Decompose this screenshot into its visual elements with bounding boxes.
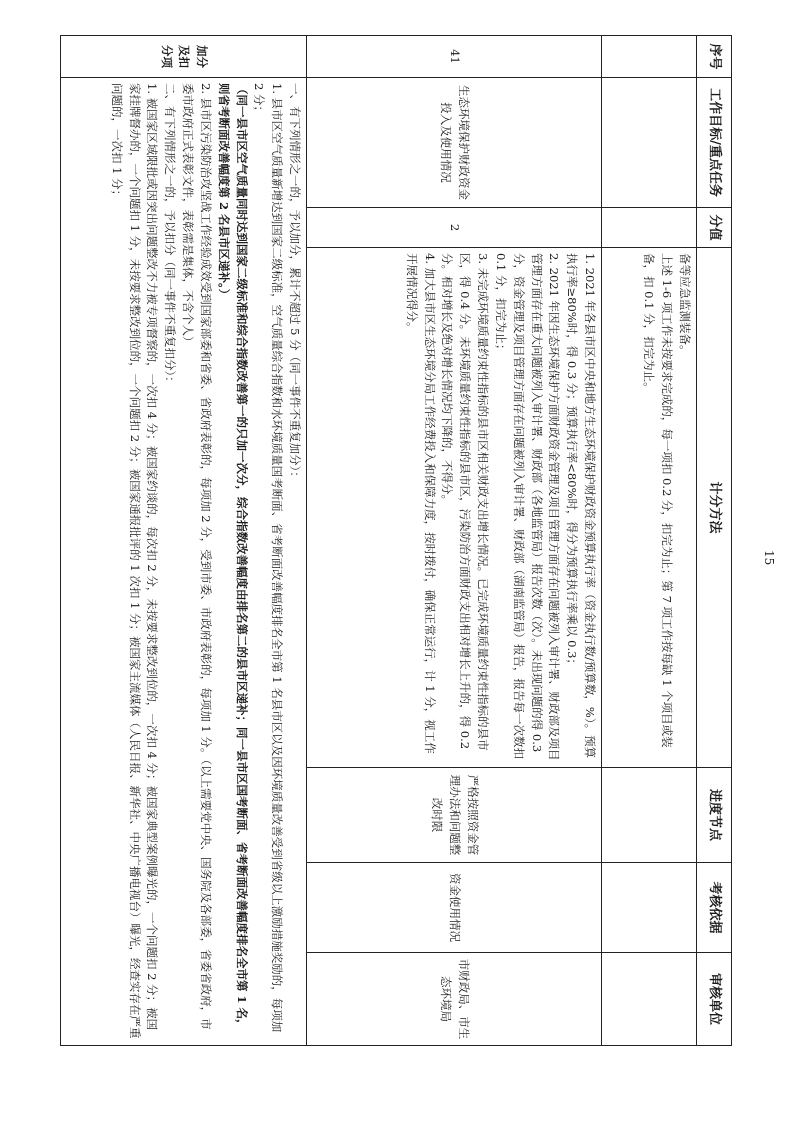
header-row: [697, 36, 732, 1046]
prev-row-line: 备等应急监测装备。: [678, 253, 692, 357]
method-line: 1. 2021 年各县市区中央和地方生态环境保护财政资金预算执行率（资金执行数/预算数，%）。预算执行率≥80%时，得 0.3 分；预算执行率<80%时，得分为预算执行率乘以 0.3；: [565, 253, 597, 759]
bonus-side-label: 加分及扣分项: [61, 36, 307, 78]
prev-row: [602, 36, 697, 1046]
row-score: 2: [307, 208, 602, 248]
prev-row-line: 上述 1-6 项工作未按要求完成的，每一项扣 0.2 分，扣完为止；第 7 项工作按每缺 1 个项目或装备，扣 0.1 分，扣完为止。: [642, 253, 675, 748]
method-line: 4. 加大县市区生态环境分局工作经费投入和保障力度，按时拨付，确保正常运行，计 1 分，视工作开展情况得分。: [404, 253, 437, 754]
method-line: 3. 未完成环境质量约束性指标的县市区相关财政支出增长情况。已完成环境质量约束性指标的县市区，得 0.4 分。未环境质量约束性指标的县市区，污染防治方面财政支出相对增长上升的，得 0.2 分。相对增长及绝对增长情况均下降的，不得分。: [440, 253, 491, 751]
bonus-line-bold: （同一县市区空气质量同时达到国家二级标准和综合指数改善第一的只加一次分，综合指数改善幅度由排名第二的县市区递补；同一县市区国考断面、省考断面改善幅度排名全市第 1 名，则省考断面改善幅度第 2 名县市区递补。）: [216, 83, 249, 1031]
row-seq: 41: [307, 36, 602, 78]
row-unit: 市财政局、市生态环境局: [307, 953, 602, 1046]
method-line: 2. 2021 年因生态环境保护方面财政资金管理及项目管理方面存在问题被列入审计署、财政部及项目管理方面存在重大问题被列入审计署、财政部（各地监管局）报告次数（次）。未出现问题的得 0.3 分，资金管理及项目管理方面存在问题被列入审计署、财政部（湖南监管局）报告，报告每一次数扣 0.1 分，扣完为止；: [493, 253, 562, 761]
header-unit: 审核单位: [697, 953, 732, 1046]
bonus-row: [61, 36, 307, 1046]
bonus-line: 1. 县市区空气质量新增达到国家二级标准，空气质量综合指数和水环境质量国考断面、省考断面改善幅度排名全市第 1 名县市区以及因环境质量改善受到省级以上激励措施奖励的，每项加 2 分；: [252, 83, 285, 1033]
row-task: 生态环境保护财政资金投入及使用情况: [307, 78, 602, 208]
header-task: 工作目标/重点任务: [697, 78, 732, 208]
header-method: 计分方法: [697, 248, 732, 768]
table-row: [307, 36, 602, 1046]
header-score: 分值: [697, 208, 732, 248]
assessment-table: [60, 35, 732, 1046]
row-method: [307, 248, 602, 768]
header-seq: 序号: [697, 36, 732, 78]
header-basis: 考核依据: [697, 863, 732, 953]
prev-row-method: [602, 248, 697, 768]
row-basis: 资金使用情况: [307, 863, 602, 953]
bonus-line: 2. 县市区污染防治攻坚战工作经验成效受到国家部委和省委、省政府表彰的，每项加 2 分，受到市委、市政府表彰的，每项加 1 分。（以上需要党中央、国务院及各部委，省委省政府，市委市政府正式表彰文件，表彰需是集体，不含个人）: [181, 83, 213, 1030]
bonus-content: [61, 78, 307, 1046]
bonus-line: 1. 被国家区域限批或因突出问题整改不力被专项督察的，一次扣 4 分；被国家约谈的，每次扣 2 分，未按要求整改到位的，一次扣 4 分；被国家典型案例曝光的，一个问题扣 2 分；被国家挂牌督办的，一个问题扣 1 分，未按要求整改到位的，一个问题扣 2 分；被国家通报批评的 1 次扣 1 分；被国家主流媒体（人民日报、新华社、中央广播电视台）曝光，经查实存在严重问题的，一次扣 1 分；: [109, 83, 160, 1039]
header-node: 进度节点: [697, 768, 732, 863]
page-number: 15: [762, 550, 776, 566]
row-node: 严格按照资金管理办法和问题整改时限: [307, 768, 602, 863]
bonus-line: 二、有下列情形之一的，予以扣分（同一事件不重复扣分）：: [163, 83, 178, 388]
bonus-line: 一、有下列情形之一的，予以加分，累计不超过 5 分（同一事件不重复加分）：: [288, 83, 302, 483]
rotated-table-wrapper: [60, 35, 732, 1045]
